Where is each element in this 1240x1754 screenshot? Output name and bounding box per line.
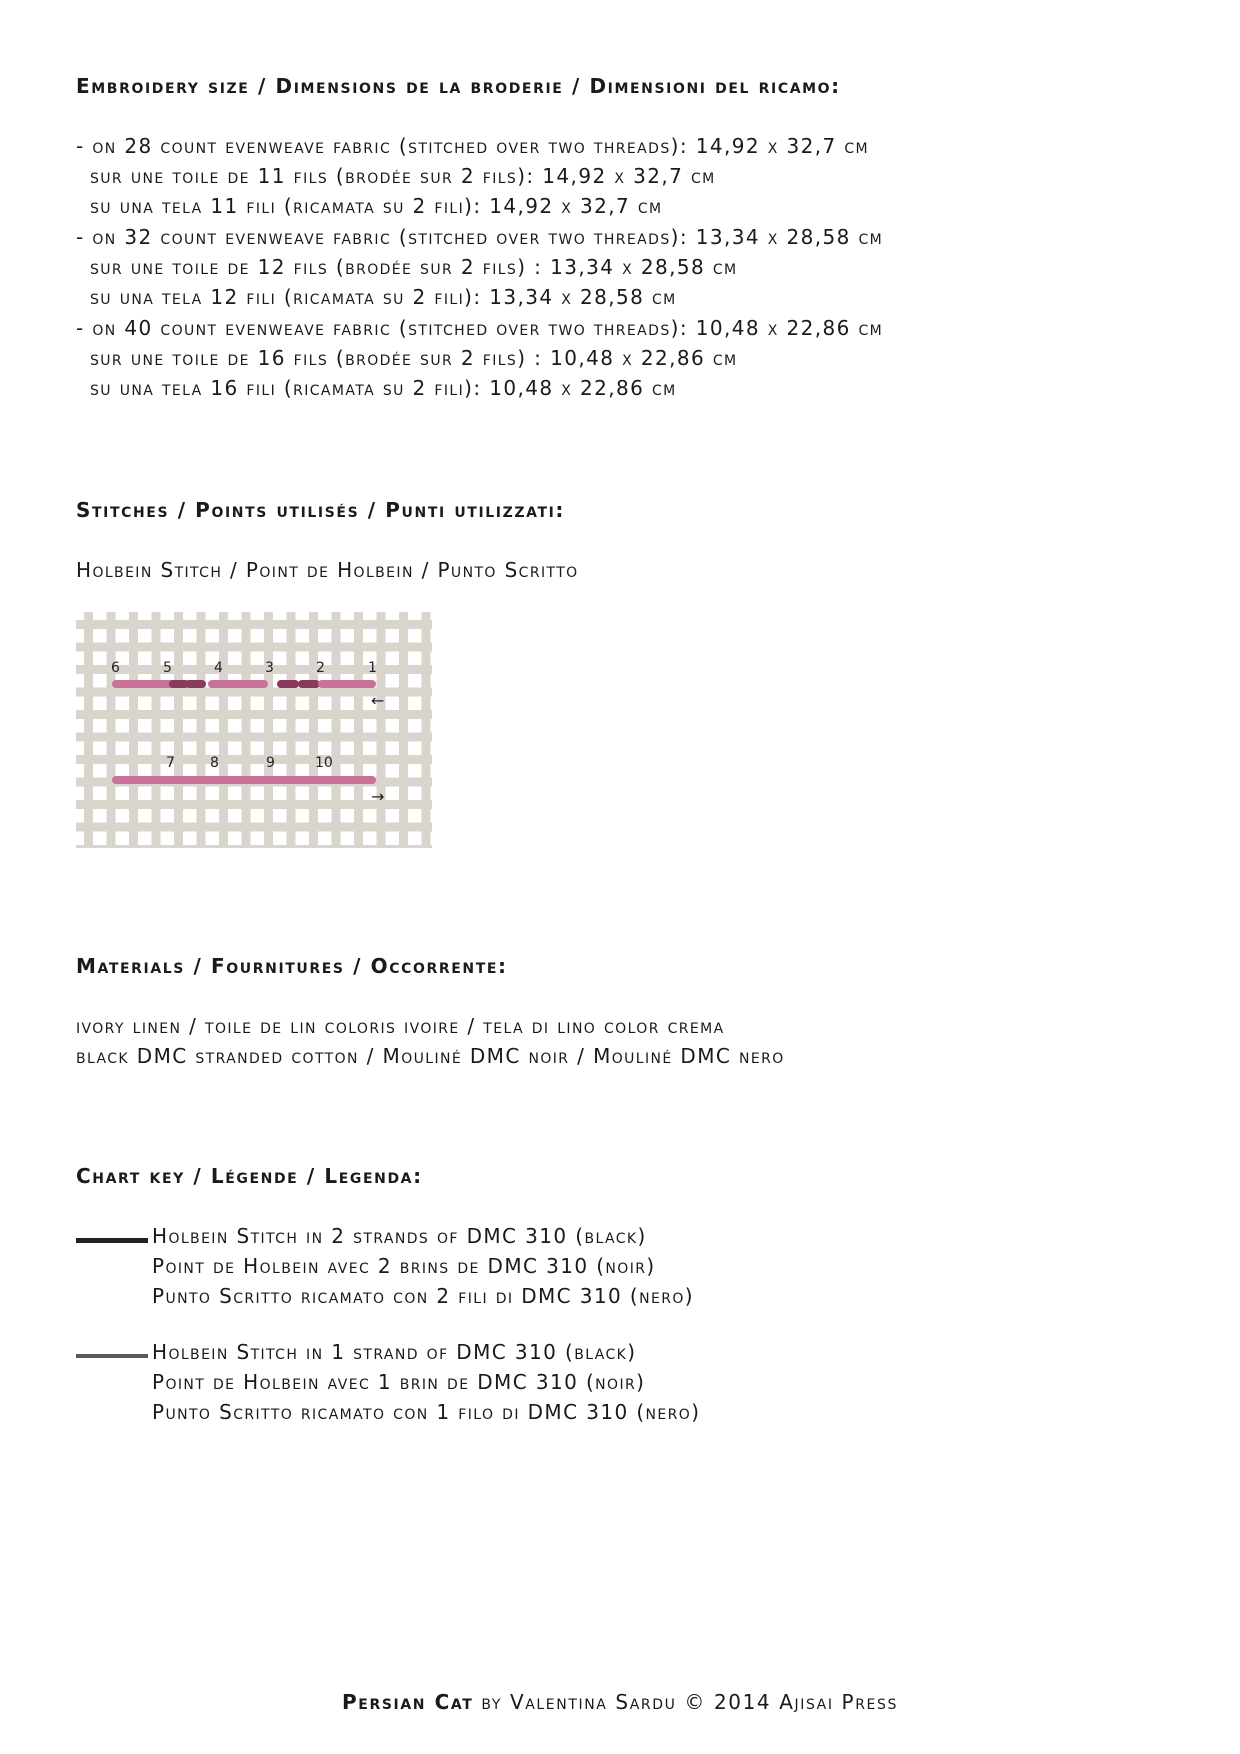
size-line: sur une toile de 11 fils (brodée sur 2 fils): 14,92 x 32,7 cm	[90, 164, 716, 188]
footer	[0, 1690, 1240, 1714]
size-line: - on 40 count evenweave fabric (stitched over two threads): 10,48 x 22,86 cm	[76, 316, 884, 340]
canvas-thread-vertical	[152, 612, 161, 848]
canvas-thread-vertical	[399, 612, 408, 848]
canvas-thread-vertical	[242, 612, 251, 848]
materials-line: black DMC stranded cotton / Mouliné DMC noir / Mouliné DMC nero	[76, 1044, 785, 1068]
stitch-number: 7	[166, 755, 175, 771]
size-heading: Embroidery size / Dimensions de la broderie / Dimensioni del ricamo:	[76, 74, 841, 98]
materials-heading: Materials / Fournitures / Occorrente:	[76, 954, 508, 978]
arrow-left-icon: ←	[371, 691, 385, 710]
stitch-name: Holbein Stitch / Point de Holbein / Punto Scritto	[76, 558, 579, 582]
key-line-text: Punto Scritto ricamato con 1 filo di DMC 310 (nero)	[152, 1400, 701, 1424]
canvas-thread-vertical	[197, 612, 206, 848]
key-line-text: Holbein Stitch in 2 strands of DMC 310 (black)	[152, 1224, 647, 1248]
stitch-number: 1	[368, 660, 377, 676]
footer-title: Persian Cat	[342, 1690, 474, 1714]
stitch-number: 9	[266, 755, 275, 771]
size-line: su una tela 16 fili (ricamata su 2 fili): 10,48 x 22,86 cm	[90, 376, 677, 400]
arrow-right-icon: →	[371, 787, 385, 806]
stitch-number: 10	[315, 755, 333, 771]
key-line-text: Holbein Stitch in 1 strand of DMC 310 (black)	[152, 1340, 637, 1364]
canvas-thread-vertical	[264, 612, 273, 848]
stitch-number: 3	[265, 660, 274, 676]
canvas-thread-vertical	[377, 612, 386, 848]
size-line: su una tela 11 fili (ricamata su 2 fili): 14,92 x 32,7 cm	[90, 194, 663, 218]
materials-line: ivory linen / toile de lin coloris ivoire / tela di lino color crema	[76, 1014, 725, 1038]
canvas-thread-vertical	[309, 612, 318, 848]
key-line-thick	[76, 1238, 148, 1243]
stitch-number: 6	[111, 660, 120, 676]
canvas-thread-vertical	[354, 612, 363, 848]
key-line-text: Point de Holbein avec 1 brin de DMC 310 (noir)	[152, 1370, 646, 1394]
key-heading: Chart key / Légende / Legenda:	[76, 1164, 423, 1188]
canvas-thread-vertical	[129, 612, 138, 848]
stitch-number: 4	[214, 660, 223, 676]
footer-credit: by Valentina Sardu © 2014 Ajisai Press	[481, 1690, 898, 1714]
key-line-text: Punto Scritto ricamato con 2 fili di DMC 310 (nero)	[152, 1284, 694, 1308]
canvas-thread-vertical	[422, 612, 431, 848]
stitch-number: 8	[210, 755, 219, 771]
canvas-thread-vertical	[174, 612, 183, 848]
canvas-thread-vertical	[332, 612, 341, 848]
canvas-thread-vertical	[219, 612, 228, 848]
size-line: - on 28 count evenweave fabric (stitched over two threads): 14,92 x 32,7 cm	[76, 134, 870, 158]
key-line-thin	[76, 1354, 148, 1358]
size-line: sur une toile de 16 fils (brodée sur 2 fils) : 10,48 x 22,86 cm	[90, 346, 738, 370]
key-line-text: Point de Holbein avec 2 brins de DMC 310 (noir)	[152, 1254, 656, 1278]
size-line: sur une toile de 12 fils (brodée sur 2 fils) : 13,34 x 28,58 cm	[90, 255, 738, 279]
holbein-stitch-diagram	[76, 612, 432, 848]
stitches-heading: Stitches / Points utilisés / Punti utilizzati:	[76, 498, 566, 522]
stitch-number: 5	[163, 660, 172, 676]
size-line: su una tela 12 fili (ricamata su 2 fili): 13,34 x 28,58 cm	[90, 285, 677, 309]
stitch-number: 2	[316, 660, 325, 676]
canvas-thread-vertical	[287, 612, 296, 848]
size-line: - on 32 count evenweave fabric (stitched over two threads): 13,34 x 28,58 cm	[76, 225, 884, 249]
